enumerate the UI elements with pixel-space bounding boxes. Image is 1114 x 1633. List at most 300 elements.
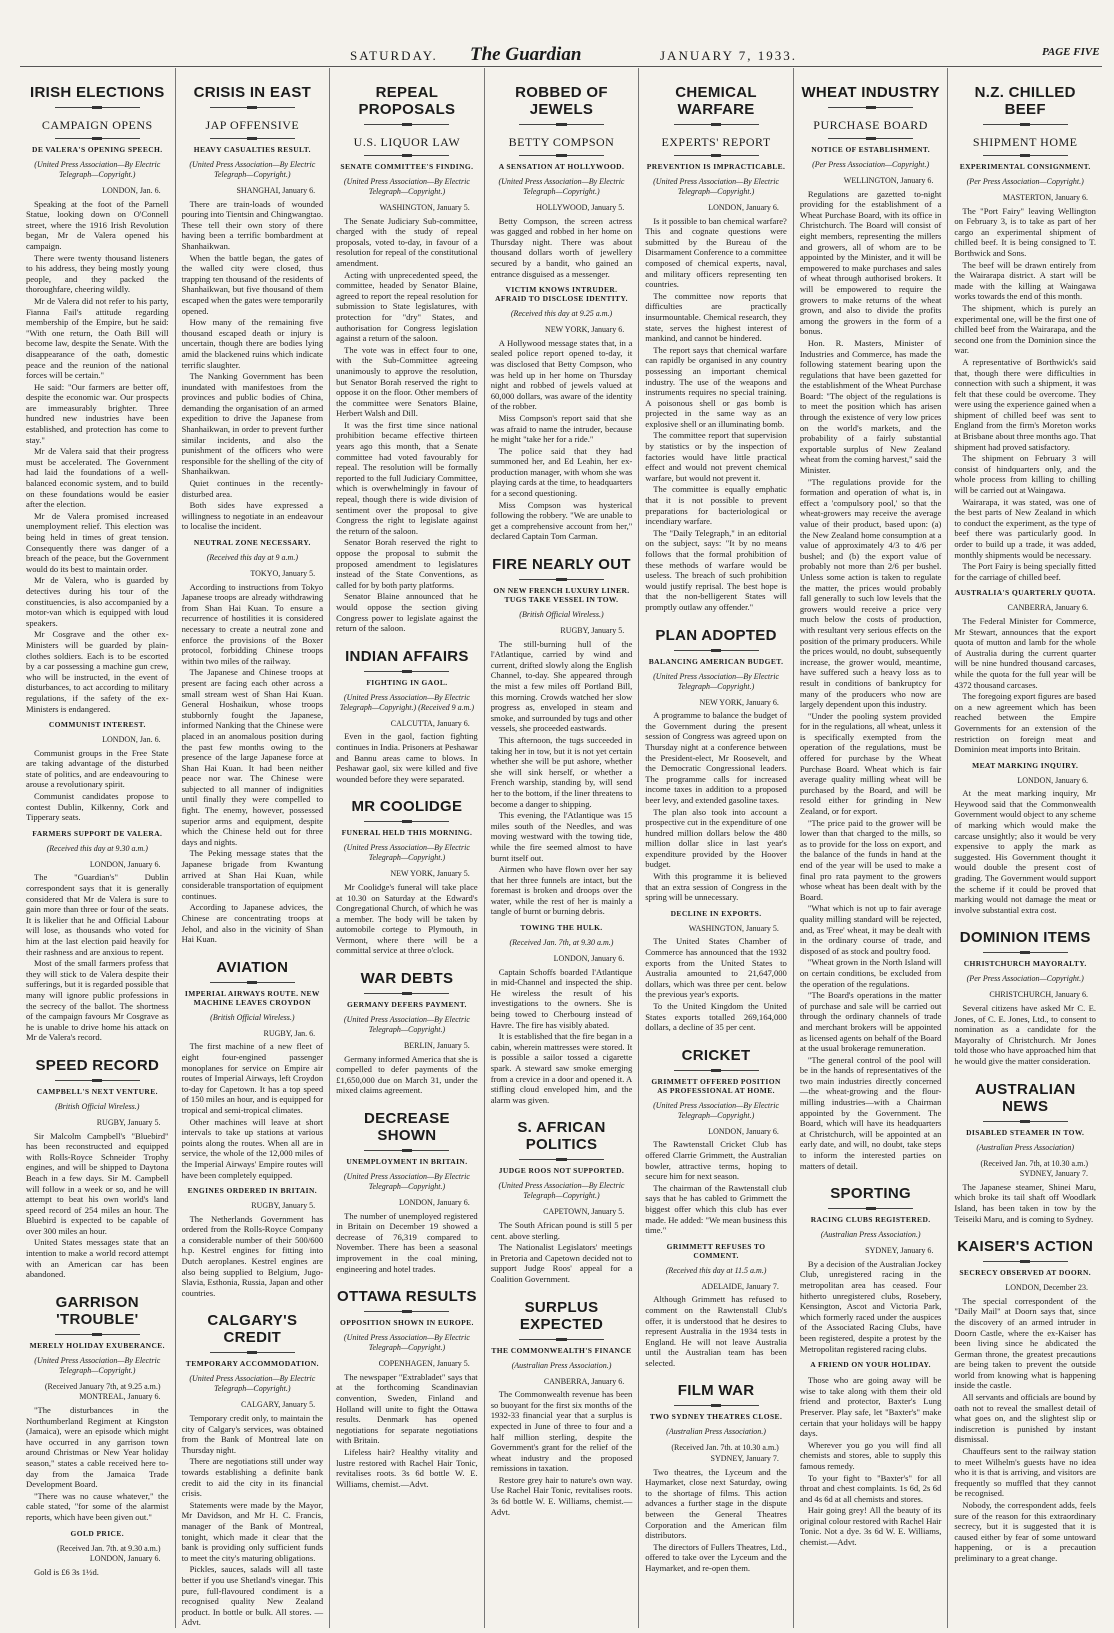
article-credit: (Per Press Association—Copyright.) [812,160,930,169]
article-credit: (Received this day at 9.25 a.m.) [510,309,613,319]
article-paragraph: Other machines will leave at short intervals to take up stations at various points along the routes. When all are in service, the whole of the 12,000 miles of the Imperial Airways' Empire routes will have been completely equipped. [181,1116,324,1180]
article-deck: TEMPORARY ACCOMMODATION. [185,1359,319,1369]
article-paragraph: Nobody, the correspondent adds, feels sure of the reason for this extraordinary secrecy, but it is suggested that it is caused either by fear of some untoward happening, or is a precaution preliminary to a great change. [954,1500,1096,1563]
article-credit: (United Press Association—By Electric Telegraph—Copyright.) (Received 9 a.m.) [339,692,475,712]
article-dateline: LONDON, January 6. [89,859,161,869]
article-paragraph: Sir Malcolm Campbell's "Bluebird" has been reconstructed and equipped with Rolls-Royce Schneider Trophy engines, and will be shipped to Daytona Beach in a few days. Sir M. Campbell will follow in a week or so, and he will attempt to beat his own world's land speed record of 254 miles an hour. The Bluebird is expected to be capable of over 300 miles an hour. [26,1130,169,1236]
article-dateline: RUGBY, January 5. [560,626,625,636]
headline-divider [364,1150,449,1151]
article-paragraph: Mr de Valera said that their progress must be accelerated. The Government had laid the foundations of a well-balanced economic system, and to build on these foundations would be easier after the election. [26,446,169,510]
article-credit: (United Press Association—By Electric Telegraph—Copyright.) [343,1015,470,1035]
subheadline-divider [674,155,759,156]
headline-divider [210,982,295,983]
article-paragraph: The Peking message states that the Japanese brigade from Kwantung arrived at Shan Hai Kuan, while considerable transportation of equipment continues. [181,848,324,901]
article-paragraph: A programme to balance the budget of the Government during the present session of Congress was agreed upon on Thursday night at a conference between the President-elect, Mr Roosevelt, and the Democratic Congressional leaders. The programme calls for increased income taxes in addition to a proposed beer levy, and extended gasoline taxes. [645,710,787,805]
headline-divider [210,1352,295,1353]
article-deck: CHRISTCHURCH MAYORALTY. [963,959,1087,969]
article-dateline: HOLLYWOOD, January 5. [536,203,625,212]
article-paragraph: Wairarapa, it was stated, was one of the best parts of New Zealand in which to conduct the experiment, as the type of beef there was particularly good. In order to build up a trade, it was added, monthly shipments would be necessary. [954,496,1096,560]
article-deck: ON NEW FRENCH LUXURY LINER. TUGS TAKE VESSEL IN TOW. [493,586,630,605]
article [491,1119,633,1284]
article-paragraph: "Under the pooling system provided for in the regulations, all wheat, unless it is specifically exempted from the operation of the regulations, must be offered for purchase by the Wheat Purchase Board. Wheat which is fair average quality milling wheat will be purchased by the Board, and will be resold either for grinding in New Zealand, or for export. [799,710,942,817]
article-dateline: CAPETOWN, January 5. [543,1207,625,1217]
article [645,1047,787,1236]
article [954,761,1096,916]
article-deck: DECLINE IN EXPORTS. [670,908,762,918]
article [645,909,787,1033]
article-credit: (United Press Association—By Electric Telegraph—Copyright.) [498,177,625,196]
article-paragraph: Germany informed America that she is compelled to defer payments of the £1,650,000 due on March 31, under the mixed claims agreement. [336,1053,478,1096]
article-dateline: NEW YORK, January 6. [544,325,625,335]
article-deck: CAMPBELL'S NEXT VENTURE. [36,1086,158,1096]
article-paragraph: "The price paid to the grower will be lower than that charged to the mills, so as to provide for the loss on export, and the balance of the funds in hand at the end of the year will be used to make a final pro rata payment to the growers whose wheat has been dealt with by the Board. [799,817,942,902]
article-paragraph: Acting with unprecedented speed, the committee, headed by Senator Blaine, agreed to report the repeal resolution for submission to State legislatures, with protection for "dry" States, and authorisation for Congress legislation against a return of the saloon. [336,269,478,344]
article [491,1299,633,1518]
article-paragraph: The "Port Fairy" leaving Wellington on February 3, is to take as part of her cargo an experimental shipment of chilled beef. It is being consigned to T. Borthwick and Sons. [954,205,1096,258]
article-credit: (Australian Press Association) [976,1142,1075,1152]
article [182,1186,324,1298]
article-paragraph: There are negotiations still under way towards establishing a definite bank credit to aid the city in its financial crisis. [181,1456,324,1499]
article-paragraph: The Commonwealth revenue has been so buoyant for the first six months of the 1932-33 financial year that a surplus is expected in June of three to four and a half million sterling, despite the Government's grant for the relief of the wheat industry and the proposed remissions in taxation. [490,1389,633,1474]
article-paragraph: The Senate Judiciary Sub-committee, charged with the study of repeal proposals, voted to-day, in favour of a resolution for repeal of the constitutional amendment. [336,215,478,268]
article [336,1288,478,1489]
article [182,84,324,532]
article-dateline: WASHINGTON, January 5. [379,203,470,212]
article [336,1110,478,1274]
headline-divider [210,107,295,108]
headline-divider [364,124,449,125]
article-paragraph: The directors of Fullers Theatres, Ltd., offered to take over the Lyceum and the Haymarket, and re-open them. [645,1541,787,1573]
headline-divider [674,124,759,125]
article-deck: NOTICE OF ESTABLISHMENT. [811,145,931,154]
article [182,959,324,1180]
article-paragraph: There were twenty thousand listeners to his address, they being mostly young people, and they packed the thoroughfare, cheering wildly. [26,252,169,295]
article-credit: (United Press Association—By Electric Telegraph—Copyright.) [189,160,316,179]
article-deck: TWO SYDNEY THEATRES CLOSE. [649,1412,783,1422]
article-paragraph: The first machine of a new fleet of eight four-engined passenger monoplanes for service on Empire air routes of Imperial Airways, left Croydon to-day for Capetown. It has a top speed of 150 miles an hour, and is equipped for tropical and semi-tropical climates. [181,1041,324,1115]
article-dateline: LONDON, Jan. 6. [102,735,161,745]
article-credit: (United Press Association—By Electric Telegraph—Copyright.) [343,843,470,863]
article-headline: SPORTING [830,1185,911,1203]
masthead-paper-name: The Guardian [470,44,582,65]
article-credit: (United Press Association—By Electric Telegraph—Copyright.) [653,671,780,691]
article-headline: MR COOLIDGE [351,798,463,816]
article-paragraph: To your fight to "Baxter's" for all throat and chest complaints. 1s 6d, 2s 6d and 4s 6d at all chemists and stores. [799,1472,942,1504]
article-headline: DOMINION ITEMS [959,929,1091,947]
article-dateline: LONDON, January 6. [708,203,779,212]
article-paragraph: To the United Kingdom the United States exports totalled 269,164,000 dollars, a decline of 35 per cent. [645,1001,787,1033]
masthead [0,0,1114,72]
article-paragraph: Mr de Valera promised increased unemployment relief. This election was being held in times of great tension. Consequently there was danger of a breach of the peace, but the Government would do its best to maintain order. [26,510,169,574]
article-credit: (Australian Press Association.) [511,1360,612,1370]
article-deck: GERMANY DEFERS PAYMENT. [347,1000,467,1010]
article-credit: (United Press Association—By Electric Telegraph—Copyright.) [653,1100,780,1120]
article-dateline: WELLINGTON, January 6. [843,176,934,185]
headline-divider [55,1334,141,1335]
article-dateline: ADELAIDE, January 7. [701,1281,779,1291]
article-headline: GARRISON 'TROUBLE' [55,1293,139,1328]
headline-divider [519,579,604,580]
article-paragraph: Lifeless hair? Healthy vitality and lustre restored with Rachel Hair Tonic, revitalises roots. 3s 6d bottle W. E. Williams, chemist.—Advt. [336,1446,478,1489]
article-paragraph: The Japanese steamer, Shinei Maru, which broke its tail shaft off Woodlark Island, has been taken in tow by the Teiseiki Maru, and is coming to Sydney. [954,1181,1096,1224]
article-paragraph: The report says that chemical warfare can rapidly be organised in any country possessing an important chemical industry. The use of the weapons and instruments requires no special training. A poisonous shell or gas bomb is projected in the same way as an explosive shell or an illuminating bomb. [645,344,787,429]
article-credit: (United Press Association—By Electric Telegraph—Copyright.) [34,1355,161,1375]
article-dateline: LONDON, January 6. [553,954,625,964]
article-deck: SENATE COMMITTEE'S FINDING. [340,162,474,171]
article [800,1185,942,1354]
article [491,556,633,917]
article-headline: WHEAT INDUSTRY [801,84,940,101]
article-headline: INDIAN AFFAIRS [345,647,469,665]
article-paragraph: "What which is not up to fair average quality milling standard will be rejected, and, as 'Free' wheat, it may be dealt with in the ordinary course of trade, and disposed of as stock and poultry food. [799,903,942,956]
article-paragraph: Mr de Valera did not refer to his party, Fianna Fail's attitude regarding membership of the Empire, but he said: "With one return, the Oath Bill will become law, despite the Senate. With the disappearance of the oath, domestic peace and the reunion of the national forces will be certain." [26,295,169,381]
article [800,84,942,1171]
article-deck: GRIMMETT OFFERED POSITION AS PROFESSIONAL AT HOME. [651,1076,781,1095]
article-credit: (United Press Association—By Electric Telegraph—Copyright.) [343,1333,470,1353]
article-subheadline: PURCHASE BOARD [813,118,928,132]
article-paragraph: The Rawtenstall Cricket Club has offered Clarrie Grimmett, the Australian bowler, attractive terms, hoping to secure him for next season. [645,1139,787,1182]
article-paragraph: The Netherlands Government has ordered from the Rolls-Royce Company a considerable number of their 500/600 h.p. Kestrel engines for fitting into Dutch aeroplanes. Kestrel engines are also being supplied to Belgium, Jugo-Slavia, Esthonia, Russia, Japan and other countries. [181,1213,324,1298]
article-headline: DECREASE SHOWN [364,1110,450,1145]
masthead-day: SATURDAY. [350,48,438,63]
article-dateline: CHRISTCHURCH, January 6. [989,990,1088,1000]
article [491,285,633,542]
article-credit: (United Press Association—By Electric Telegraph—Copyright.) [343,1172,470,1192]
article-credit: (Australian Press Association.) [820,1230,921,1240]
article [336,970,478,1096]
subheadline-divider [983,155,1068,156]
article-headline: AVIATION [216,958,289,976]
article-headline: CHEMICAL WARFARE [675,84,757,118]
headline-divider [364,993,449,994]
article-dateline: (Received Jan. 7th. at 9.30 a.m.) LONDON, January 6. [57,1543,161,1564]
article-credit: (United Press Association—By Electric Telegraph—Copyright.) [343,177,470,196]
headline-divider [519,124,604,125]
article-deck: TOWING THE HULK. [520,923,603,933]
article-paragraph: The chairman of the Rawtenstall club says that he has cabled to Grimmett the biggest offer which this club has ever made. He added: "We mean business this time." [645,1182,787,1236]
article-paragraph: Mr Cosgrave and the other ex-Ministers will be guarded by plain-clothes soldiers. Each is to be escorted by a car possessing a machine gun crew, who will be instructed, in the event of disturbances, to act according to military regulations, if the safety of the ex-Ministers is endangered. [26,629,169,714]
masthead-rule [20,66,1102,67]
article-paragraph: Mr de Valera, who is guarded by detectives during his tour of the constituencies, is also accompanied by a motor-van which is equipped with loud speakers. [26,575,169,628]
article-subheadline: U.S. LIQUOR LAW [353,135,461,149]
article-paragraph: Temporary credit only, to maintain the city of Calgary's services, was obtained from the Bank of Montreal late on Thursday night. [181,1413,324,1455]
headline-divider [674,1405,759,1406]
article-headline: ROBBED OF JEWELS [515,84,608,118]
article-dateline: CALCUTTA, January 6. [390,718,470,728]
headline-divider [364,671,449,672]
article-credit: (British Official Wireless.) [210,1012,295,1022]
article [26,720,169,823]
article-dateline: RUGBY, January 5. [251,1201,316,1211]
article-paragraph: A Hollywood message states that, in a sealed police report opened to-day, it was disclosed that Betty Compson, who was held up in her home on Thursday night and robbed of jewels valued at 60,000 dollars, was aware of the identity of the robber. [490,337,633,412]
article-headline: PLAN ADOPTED [655,626,777,644]
article-paragraph: How many of the remaining five thousand escaped death or injury is uncertain, though there are bodies lying amid the blackened ruins which indicate terrific slaughter. [181,317,324,370]
article-dateline: RUGBY, Jan. 6. [263,1028,316,1038]
article-paragraph: This afternoon, the tugs succeeded in taking her in tow, but it is not yet certain whether she will be put ashore, whether she will sink herself, or whether a French warship, standing by, will send her to the bottom, if the liner threatens to become a danger to shipping. [490,734,633,809]
article-paragraph: Miss Compson's report said that she was afraid to name the intruder, because he might "take her for a ride." [490,412,633,445]
article [954,1081,1096,1225]
article-subheadline: JAP OFFENSIVE [205,118,300,132]
article-paragraph: "The disturbances in the Northumberland Regiment at Kingston (Jamaica), were an episode which might have occurred in any garrison town around Christmas or New Year holiday season," states a cable received here to-day from the Jamaica Trade Development Board. [26,1405,169,1490]
article-credit: (Australian Press Association.) [666,1427,766,1437]
article-dateline: CANBERRA, January 6. [1007,603,1088,613]
article-deck: DE VALERA'S OPENING SPEECH. [32,145,163,154]
article-paragraph: United States messages state that an intention to make a world record attempt with an American car has been abandoned. [26,1237,169,1280]
article-dateline: LONDON, January 6. [399,1198,470,1208]
article-paragraph: All servants and officials are bound by oath not to reveal the smallest detail of what goes on, and the slightest slip or indiscretion is punished by instant dismissal. [954,1392,1096,1445]
article-paragraph: Statements were made by the Mayor, Mr Davidson, and Mr H. C. Francis, manager of the Bank of Montreal, tonight, which made it clear that the bank is providing only sufficient funds to meet the city's maturing obligations. [181,1499,324,1563]
article-paragraph: Those who are going away will be wise to take along with them their old friend and protector, Baxter's Lung Preserver. Play safe, let "Baxter's" make certain that your holidays will be happy days. [799,1375,942,1439]
article-paragraph: Captain Schoffs boarded l'Atlantique in mid-Channel and inspected the ship. He wireless the result of his investigations to the owners. She is being towed to Cherbourg instead of Havre. The fire has visibly abated. [490,966,633,1030]
article-paragraph: It is established that the fire began in a cabin, wherein mattresses were stored. It is possible a sailor tossed a cigarette spark. A steward saw smoke emerging from a crevice in a door and opened it. A stifling cloud enveloped him, and the alarm was given. [490,1031,633,1105]
headline-divider [674,650,759,651]
column-1 [20,68,175,1628]
article-paragraph: Hon. R. Masters, Minister of Industries and Commerce, has made the following statement bearing upon the regulations that have been gazetted for the establishment of the Wheat Purchase Board: "The object of the regulations is to meet the position which has arisen through the existence of very low prices on the world's markets, and the probability of a fairly substantial exportable surplus of New Zealand wheat from the coming harvest," said the Minister. [799,337,942,476]
article-dateline: CANBERRA, January 6. [543,1376,625,1386]
article-dateline: MASTERTON, January 6. [1002,193,1088,202]
article-deck: HEAVY CASUALTIES RESULT. [193,145,311,154]
article-subheadline: BETTY COMPSON [508,135,615,149]
article-paragraph: "The Board's operations in the matter of purchase and sale will be carried out through the ordinary channels of trade and merchant brokers will be appointed as licensed agents on behalf of the Board at the usual brokerage remuneration. [799,990,942,1054]
article-headline: REPEAL PROPOSALS [358,84,456,118]
article-deck: SECRECY OBSERVED AT DOORN. [959,1268,1092,1278]
article-subheadline: EXPERTS' REPORT [661,135,771,149]
article [336,798,478,956]
article-paragraph: Restore grey hair to nature's own way. Use Rachel Hair Tonic, revitalises roots. 3s 6d bottle W. E. Williams, chemist.—Advt. [490,1474,633,1517]
article-paragraph: "There was no cause whatever," the cable stated, "for some of the alarmist reports, which have been given out." [26,1490,169,1522]
column-4 [484,68,639,1628]
article-dateline: RUGBY, January 5. [96,1117,161,1127]
article-deck: AUSTRALIA'S QUARTERLY QUOTA. [954,588,1096,598]
headline-divider [364,821,449,822]
article-paragraph: Airmen who have flown over her say that her three funnels are intact, but the foremast is broken and droops over the water, while the rest of her is mainly a tangle of burnt or burning debris. [490,864,633,917]
article-paragraph: The shipment on February 3 will consist of hindquarters only, and the whole process from killing to chilling will be carried out at Waingawa. [954,453,1096,496]
article-deck: FIGHTING IN GAOL. [366,677,448,687]
headline-divider [364,1311,449,1312]
subheadline-divider [210,138,295,139]
article-paragraph: Communist candidates propose to contest Dublin, Kilkenny, Cork and Tipperary seats. [26,791,169,823]
article-deck: MERELY HOLIDAY EXUBERANCE. [29,1340,165,1350]
article-paragraph: According to Japanese advices, the Chinese are concentrating troops at Jehol, and also in the vicinity of Shan Hai Kuan. [181,902,324,945]
article-paragraph: Is it possible to ban chemical warfare? This and cognate questions were submitted by the Bureau of the Disarmament Conference to a committee composed of chemical experts, naval, and military officers representing ten countries. [645,215,787,290]
article-paragraph: The committee now reports that difficulties are practically insurmountable. Chemical research, they state, serves the highest interest of mankind, and cannot be hindered. [645,290,787,344]
article-paragraph: This evening, the l'Atlantique was 15 miles south of the Needles, and was moving westward with the towing tide, while the fire seemed almost to have burnt itself out. [490,810,633,863]
article-credit: (United Press Association—By Electric Telegraph—Copyright.) [498,1181,625,1201]
newspaper-columns [20,68,1102,1628]
article-deck: VICTIM KNOWS INTRUDER. AFRAID TO DISCLOSE IDENTITY. [495,285,628,304]
article-paragraph: The newspaper "Extrabladet" says that at the forthcoming Scandinavian convention, Sweden, Finland and Holland will unite to fight the Ottawa results. Denmark has opened negotiations for separate negotiations with Britain. [336,1371,478,1446]
subheadline-divider [828,138,913,139]
article-paragraph: The South African pound is still 5 per cent. above sterling. [490,1219,633,1241]
article-deck: JUDGE ROOS NOT SUPPORTED. [498,1166,625,1176]
article-paragraph: He said: "Our farmers are better off, despite the economic war. Our prospects are immeasurably brighter. Three hundred new industries have been established, and protection has come to stay." [26,381,169,445]
article [336,84,478,634]
article-credit: (United Press Association—By Electric Telegraph—Copyright.) [189,1374,316,1394]
article-headline: AUSTRALIAN NEWS [974,1080,1076,1115]
article-paragraph: Even in the gaol, faction fighting continues in India. Prisoners at Peshawar and Bannu areas came to blows. In Peshawar gaol, six were killed and five wounded before they were separated. [336,731,478,784]
headline-divider [983,952,1068,953]
article-paragraph: The shipment, which is purely an experimental one, will be the first one of chilled beef from the Wairarapa, and the second one from the Dominion since the war. [954,302,1096,356]
article-paragraph: Mr Coolidge's funeral will take place at 10.30 on Saturday at the Edward's Congregational Church, of which he was a member. The body will be taken by automobile cortege to Plymouth, in Vermont, where there will be a committal service at three o'clock. [336,881,478,956]
article-dateline: COPENHAGEN, January 5. [378,1359,470,1369]
article-credit: (Per Press Association—Copyright.) [966,974,1084,984]
article [645,627,787,903]
article-paragraph: The beef will be drawn entirely from the Wairarapa district. A start will be made with the killing at Waingawa works towards the end of this month. [954,259,1096,302]
article [954,929,1096,1066]
article-paragraph: Senator Blaine announced that he would oppose the section giving Congress power to legislate against the return of the saloon. [336,591,478,634]
article [182,1312,324,1627]
article-credit: (Received this day at 9.30 a.m.) [46,843,148,853]
headline-divider [519,1339,604,1340]
article-deck: EXPERIMENTAL CONSIGNMENT. [959,162,1091,171]
article-deck: PREVENTION IS IMPRACTICABLE. [646,162,786,171]
article-paragraph: Betty Compson, the screen actress was gagged and robbed in her home on Thursday night. There was about thousand dollars worth of jewellery secured by a bandit, who gained an entrance disguised as a messenger. [490,215,633,279]
article-paragraph: The Nanking Government has been inundated with manifestoes from the provinces and public bodies of China, demanding the organisation of an armed expedition to drive the Japanese from Shanhaikwan, in order to prevent further similar incidents, and also the punishment of the officers who were responsible for the shelling of the city of Shanhaikwan. [181,371,324,477]
article [954,588,1096,754]
article-deck: A FRIEND ON YOUR HOLIDAY. [810,1360,931,1370]
article [26,1057,169,1280]
article-paragraph: Pickles, sauces, salads will all taste better if you use Shetland's vinegar. This pure, full-flavoured condiment is a recognised quality New Zealand product. In bottle or bulk. All stores. —Advt. [181,1564,324,1628]
article [336,648,478,785]
article-headline: SURPLUS EXPECTED [519,1298,604,1333]
article-paragraph: With this programme it is believed that an extra session of Congress in the spring will be unnecessary. [645,871,787,903]
headline-divider [828,107,913,108]
article-subheadline: SHIPMENT HOME [972,135,1078,149]
article-paragraph: "The regulations provide for the formation and operation of what is, in effect a 'compulsory pool,' so that the wheat-growers may receive the average value of their product, based upon: (a) the New Zealand home consumption at a value of approximately 4/3 to 4/6 per bushel; and (b) the export value of probably not more than 2/6 per bushel. Unless some action is taken to regulate the matter, the prices would probably fall generally to such low levels that the growers would receive a price very much below the costs of production, with resultant very serious effects on the position of the primary producers. While the prices would, no doubt, subsequently increase, the grower would, meantime, have suffered such a heavy loss as to result in conditions of bankruptcy for many of the producers who now are largely dependent upon this industry. [799,476,942,710]
article-dateline: LONDON, January 6. [708,1126,779,1136]
article-deck: GOLD PRICE. [70,1528,125,1538]
article-dateline: BERLIN, January 5. [403,1041,470,1051]
article-headline: WAR DEBTS [360,970,454,988]
subheadline-divider [364,155,449,156]
article-paragraph: Both sides have expressed a willingness to negotiate in an endeavour to localise the incident. [181,500,324,532]
article-paragraph: It was the first time since national prohibition became effective thirteen years ago this month, that a Senate committee had voted favourably for repeal. The resolution will be formally reported to the full Judiciary Committee, which is overwhelmingly in favour of repeal, though there is wide division of sentiment over the proposal to give Congress the right to legislate against the return of the saloon. [336,419,478,536]
article-paragraph: The Nationalist Legislators' meetings in Pretoria and Capetown decided not to support Judge Roos' appeal for a Coalition Government. [490,1242,633,1284]
article-paragraph: Wherever you go you will find all chemists and stores, able to supply this famous remedy. [799,1439,942,1471]
article-deck: ENGINES ORDERED IN BRITAIN. [187,1186,318,1196]
article-subheadline: CAMPAIGN OPENS [41,118,153,132]
article-dateline: SHANGHAI, January 6. [236,186,316,195]
article-dateline: (Received Jan. 7th. at 10.30 a.m.) SYDNEY, January 7. [671,1443,779,1464]
article-dateline: (Received Jan. 7th, at 10.30 a.m.) SYDNEY, January 7. [980,1158,1088,1179]
article-credit: (Received this day at 11.5 a.m.) [665,1265,767,1275]
article-deck: OPPOSITION SHOWN IN EUROPE. [340,1318,474,1328]
article-paragraph: According to instructions from Tokyo Japanese troops are already withdrawing from Shan Hai Kuan. To ensure a recurrence of hostilities it is considered necessary to create a neutral zone and enforce the provisions of the Boxer protocol, forbidding Chinese troops within two miles of the railway. [181,581,324,666]
headline-divider [983,1121,1068,1122]
article-headline: SPEED RECORD [35,1056,160,1074]
article-dateline: LONDON, Jan. 6. [102,186,161,195]
article-paragraph: "The general control of the pool will be in the hands of representatives of the two main industries directly concerned—the wheat-growing and the flour-milling industries—with a Chairman appointed by the Government. The Board, which will have its headquarters at Christchurch, will be appointed at an early date, and will, no doubt, take steps to inform the interested parties on matters of detail. [799,1054,942,1171]
headline-divider [55,1080,141,1081]
article [645,1242,787,1369]
article-paragraph: When the battle began, the gates of the walled city were closed, thus trapping ten thousand of the residents of Shanhaikwan, but five thousand of them escaped when the gates were temporarily opened. [181,252,324,316]
article-credit: (Per Press Association—Copyright.) [966,177,1084,186]
article-credit: (United Press Association—By Electric Telegraph—Copyright.) [34,160,161,179]
article-paragraph: The Federal Minister for Commerce, Mr Stewart, announces that the export quota of mutton and lamb for the whole of Australia during the current quarter will be nine hundred thousand carcases, while the quota for the full year will be 4372 thousand carcases. [954,615,1096,690]
article [954,84,1096,582]
article-paragraph: The "Daily Telegraph," in an editorial on the subject, says: "It by no means follows that the formal prohibition of these methods of warfare would be useless. The breach of such prohibition would justify reprisal. The best hope is that the non-belligerent States will promptly outlaw any offender." [645,527,787,612]
article-headline: CRICKET [681,1046,751,1064]
article-deck: GRIMMETT REFUSES TO COMMENT. [666,1241,766,1260]
column-5 [638,68,793,1628]
article-paragraph: By a decision of the Australian Jockey Club, unregistered racing in the metropolitan area has ceased. Four hitherto unregistered clubs, Rosebery, Kensington, Ascot and Victoria Park, which formerly raced under the auspices of the Associated Racing Clubs, have been registered, despite a protest by the Metropolitan registered racing clubs. [799,1258,942,1354]
article-paragraph: The number of unemployed registered in Britain on December 19 showed a decrease of 76,319 compared to November. There has been a seasonal improvement in the coal mining, engineering and hotel trades. [336,1210,478,1274]
article-paragraph: The plan also took into account a prospective cut in the expenditure of one hundred million dollars below the 480 million dollar slice in last year's expenditure provided by the Hoover budget. [645,806,787,870]
article-paragraph: Quiet continues in the recently-disturbed area. [181,478,324,499]
subheadline-divider [519,155,604,156]
article [26,84,169,714]
article-dateline: (Received January 7th, at 9.25 a.m.) MONTREAL, January 6. [44,1381,161,1402]
article [491,84,633,279]
article-paragraph: Chauffeurs sent to the railway station to meet Wilhelm's guests have no idea who it is that is arriving, and visitors are frequently so muffled that they cannot be recognised. [954,1446,1096,1499]
article-headline: OTTAWA RESULTS [337,1288,477,1306]
article-credit: (United Press Association—By Electric Telegraph—Copyright.) [653,177,780,196]
article-paragraph: Several citizens have asked Mr C. E. Jones, of C. E. Jones, Ltd., to consent to nomination as a candidate for the Mayoralty of Christchurch. Mr Jones told those who have approached him that he would give the matter consideration. [954,1003,1096,1066]
article [954,1238,1096,1563]
article-paragraph: Gold is £6 3s 1½d. [34,1566,99,1577]
column-7 [947,68,1102,1628]
article-paragraph: At the meat marking inquiry, Mr Heywood said that the Commonwealth Government would object to any scheme of marking which would make the carcase unsightly; also it would be very expensive to apply the mark as suggested. His Government thought it would double the present cost of grading. The Government would support the scheme if it could be proved that marking would not damage the meat or involve substantial extra cost. [954,788,1096,915]
article-paragraph: The "Guardian's" Dublin correspondent says that it is generally considered that Mr de Valera is sure to gain more than three or four of the seats. It is likelier that he and Official Labour will lose, as thousands who voted for him at the last election paid heavily for their rashness and are anxious to repent. [26,872,169,957]
article-paragraph: A representative of Borthwick's said that, though there were difficulties in connection with such a shipment, it was felt that these could be overcome. They were using the experience gained when a shipment of chilled beef was sent to England from the firm's Moreton works at Brisbane about three months ago. That shipment had proved satisfactory. [954,356,1096,452]
article [645,1382,787,1573]
article-paragraph: The United States Chamber of Commerce has announced that the 1932 exports from the United States to Australia amounted to 21,647,000 dollars, which was three per cent. below the previous year's exports. [645,936,787,1000]
article-credit: (Received Jan. 7th, at 9.30 a.m.) [509,938,614,948]
headline-divider [519,1159,604,1160]
article-headline: IRISH ELECTIONS [30,84,165,101]
article-deck: BALANCING AMERICAN BUDGET. [648,656,784,666]
article-paragraph: The still-burning hull of the l'Atlantique, carried by wind and current, drifted slowly along the English Channel, to-day. She appeared through the mist a few miles off Portland Bill, this morning. Crowds watched her slow progress as, enveloped in steam and smoke, and surrounded by tugs and other vessels, she proceeded eastwards. [490,638,633,734]
article-paragraph: The vote was in effect four to one, with the Sub-Committee agreeing unanimously to approve the resolution, but Senator Borah reserved the right to oppose it on the floor. Other members of the committee were Senators Blaine, Herbert Walsh and Dill. [336,344,478,419]
article [182,538,324,945]
article-paragraph: There are train-loads of wounded pouring into Tientsin and Chingwangtao. These tell their own story of there having been a terrific bombardment at Shanhaikwan. [181,198,324,251]
article-deck: THE COMMONWEALTH'S FINANCE [491,1345,632,1355]
article-dateline: NEW YORK, January 6. [699,697,779,707]
article-paragraph: Senator Borah reserved the right to oppose the proposal to submit the proposed amendment to legislatures instead of the State Conventions, as called for by both party platforms. [336,537,478,590]
headline-divider [983,124,1068,125]
article-headline: N.Z. CHILLED BEEF [974,84,1076,118]
article-headline: FILM WAR [677,1382,755,1400]
article-headline: CALGARY'S CREDIT [207,1312,298,1347]
article-paragraph: Regulations are gazetted to-night providing for the establishment of a Wheat Purchase Board, with its office in Christchurch. The Board will consist of eight members, representing the millers and growers, all of whom are to be appointed by the Minister, and it will be empowered to make purchases and sales of wheat through authorised brokers. It will be empowered to require the growers to make returns of the wheat grown, and also to divide the profits among the growers in the form of a bonus. [799,188,942,337]
article-deck: FARMERS SUPPORT DE VALERA. [32,828,163,838]
article [491,923,633,1105]
article-paragraph: "Wheat grown in the North Island will on certain conditions, be excluded from the operation of the regulations. [799,957,942,989]
column-3 [329,68,484,1628]
article-deck: COMMUNIST INTEREST. [48,720,146,730]
article-dateline: NEW YORK, January 5. [390,869,470,879]
article-deck: DISABLED STEAMER IN TOW. [966,1127,1085,1137]
headline-divider [828,1208,913,1209]
article-headline: FIRE NEARLY OUT [492,556,631,574]
article-dateline: SYDNEY, January 6. [865,1246,934,1256]
article-paragraph: The Port Fairy is being specially fitted for the carriage of chilled beef. [954,561,1096,582]
headline-divider [983,1261,1068,1262]
article-paragraph: Most of the small farmers profess that they will stick to de Valera despite their sufferings, but it is regarded possible that many will ignore public professions in the secrecy of the ballot. The shortness of the campaign favours Mr Cosgrave as he is unable to drive home his attack on Mr de Valera's record. [26,958,169,1043]
article [645,84,787,613]
article [26,1294,169,1523]
subheadline-divider [55,138,141,139]
article-dateline: LONDON, January 6. [1017,775,1088,785]
article-paragraph: The special correspondent of the "Daily Mail" at Doorn says that, since the discovery of an armed intruder in Doorn Castle, where the ex-Kaiser has been living since he abdicated the German throne, the greatest precautions are being taken to prevent the outside world from knowing what is happening inside the castle. [954,1295,1096,1391]
masthead-date: JANUARY 7, 1933. [660,48,797,63]
article-deck: IMPERIAL AIRWAYS ROUTE. NEW MACHINE LEAVES CROYDON [184,988,320,1007]
article-paragraph: Although Grimmett has refused to comment on the Rawtenstall Club's offer, it is understood that he desires to represent Australia in the 1934 tests in England. He will not leave Australia until the Australian team has been selected. [645,1294,787,1368]
headline-divider [55,107,141,108]
article-paragraph: The committee is equally emphatic that it is not possible to prevent preparations for bacteriological or incendiary warfare. [645,484,787,527]
article-dateline: WASHINGTON, January 5. [688,923,779,933]
article-paragraph: Hair going grey! All the beauty of its original colour restored with Rachel Hair Tonic. Not a dye. 3s 6d W. E. Williams, chemist.—Advt. [799,1505,942,1548]
